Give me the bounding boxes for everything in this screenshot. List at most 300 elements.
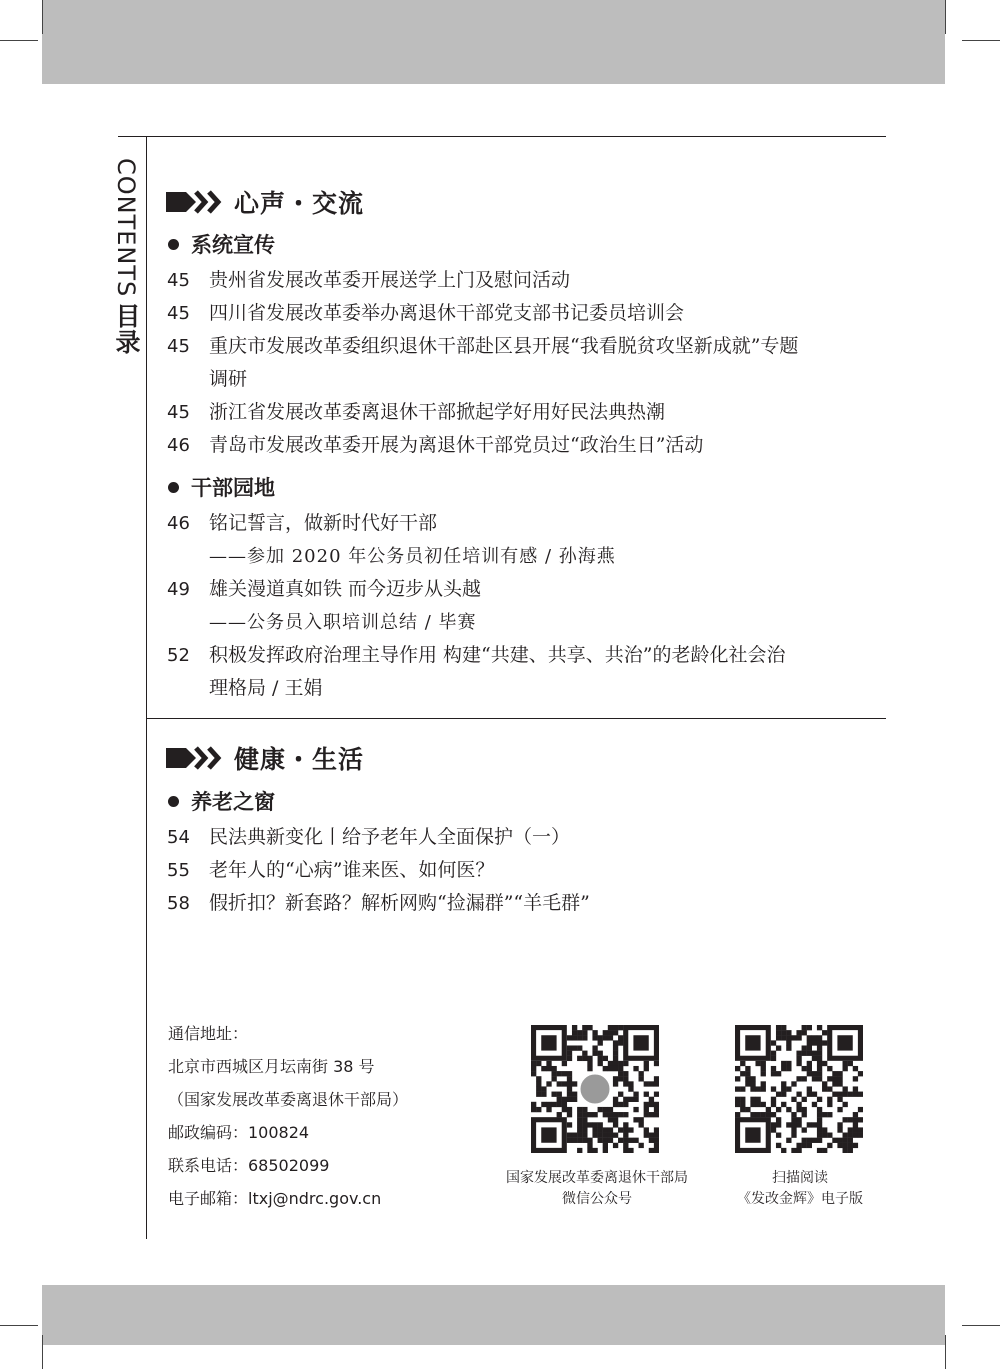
entry-title: 铭记誓言，做新时代好干部 [209,512,438,534]
qr-module [843,1102,848,1107]
page-number: 46 [167,435,190,456]
qr-module [603,1030,608,1035]
qr-module [531,1107,536,1112]
qr-module [781,1061,786,1066]
qr-module [822,1148,827,1153]
toc-entry[interactable] [167,573,481,606]
qr-module [776,1117,781,1122]
qr-module [582,1107,587,1112]
qr-module [837,1127,842,1132]
qr-module [582,1112,587,1117]
qr-module [531,1066,536,1071]
qr-module [761,1086,766,1091]
qr-module [791,1122,796,1127]
qr-module [649,1081,654,1086]
qr-module [796,1102,801,1107]
qr-module [827,1066,832,1071]
qr-module [551,1066,556,1071]
qr-module [633,1138,638,1143]
qr-module [603,1148,608,1153]
qr-module [603,1056,608,1061]
qr-module [827,1076,832,1081]
qr-module [740,1097,745,1102]
qr-module [812,1051,817,1056]
qr-module [598,1061,603,1066]
toc-entry[interactable] [167,854,494,887]
qr-module [633,1097,638,1102]
wechat-qr-code[interactable] [531,1025,659,1153]
qr-module [776,1071,781,1076]
qr-module [557,1071,562,1076]
qr-module [546,1061,551,1066]
qr-module [802,1045,807,1050]
qr-module [582,1127,587,1132]
qr-module [786,1066,791,1071]
qr-module [750,1102,755,1107]
qr-module [771,1112,776,1117]
qr-module [623,1076,628,1081]
qr-module [557,1092,562,1097]
qr-module [817,1040,822,1045]
qr-module [557,1097,562,1102]
bottom-gray-band [42,1285,945,1345]
qr-module [628,1138,633,1143]
qr-module [817,1035,822,1040]
qr-logo [579,1073,611,1105]
subsection-heading [168,229,275,259]
qr-module [618,1040,623,1045]
qr-module [613,1061,618,1066]
qr-module [618,1061,623,1066]
qr-module [817,1138,822,1143]
subsection-title: 系统宣传 [191,232,275,257]
qr-module [740,1071,745,1076]
qr-module [796,1051,801,1056]
qr-module [822,1061,827,1066]
qr-module [654,1107,659,1112]
qr-module [771,1122,776,1127]
qr-module [582,1117,587,1122]
ebook-qr-code[interactable] [735,1025,863,1153]
qr-module [843,1143,848,1148]
qr-module [740,1086,745,1091]
qr-module [623,1133,628,1138]
qr-module [613,1112,618,1117]
toc-entry[interactable] [167,887,590,920]
qr-module [613,1040,618,1045]
qr-module [603,1127,608,1132]
qr-module [608,1117,613,1122]
page-number: 45 [167,303,190,324]
page-number: 45 [167,336,190,357]
qr-module [858,1092,863,1097]
qr-module [802,1127,807,1132]
qr-module [761,1071,766,1076]
qr-module [531,1102,536,1107]
qr-module [796,1148,801,1153]
subsection-title: 养老之窗 [191,789,275,814]
qr-module [654,1133,659,1138]
qr-module [618,1066,623,1071]
qr-module [577,1107,582,1112]
qr-module [822,1086,827,1091]
qr-module [786,1122,791,1127]
qr-module [843,1061,848,1066]
qr-module [572,1045,577,1050]
qr-module [541,1102,546,1107]
qr-module [786,1107,791,1112]
crop-mark [962,1325,1000,1326]
qr-module [791,1133,796,1138]
qr-module [587,1056,592,1061]
qr-module [796,1030,801,1035]
qr-module [654,1102,659,1107]
qr-module [613,1066,618,1071]
qr-module [541,1092,546,1097]
qr-module [745,1076,750,1081]
qr-module [817,1066,822,1071]
entry-title: 青岛市发展改革委开展为离退休干部党员过“政治生日”活动 [209,434,704,456]
qr-module [807,1071,812,1076]
page-number: 54 [167,827,190,848]
qr-module [531,1061,536,1066]
qr-module [562,1102,567,1107]
qr-module [582,1035,587,1040]
qr-module [791,1117,796,1122]
qr-module [807,1066,812,1071]
qr-module [843,1133,848,1138]
qr-module [598,1056,603,1061]
qr-module [623,1143,628,1148]
qr-module [786,1061,791,1066]
qr-module [812,1071,817,1076]
qr-module [735,1112,740,1117]
crop-mark [0,1325,38,1326]
qr-module [740,1107,745,1112]
qr-module [582,1051,587,1056]
qr-module [592,1122,597,1127]
crop-mark [42,0,43,34]
qr-module [613,1102,618,1107]
entry-title: 积极发挥政府治理主导作用 构建“共建、共享、共治”的老龄化社会治 [209,644,786,666]
qr-module [536,1086,541,1091]
qr-module [755,1061,760,1066]
qr-module [812,1138,817,1143]
toc-entry[interactable] [167,821,570,854]
qr-module [623,1148,628,1153]
section-heading [166,184,364,220]
toc-entry[interactable] [167,507,437,540]
qr-module [598,1040,603,1045]
qr-module [613,1143,618,1148]
qr-module [817,1112,822,1117]
qr-module [771,1051,776,1056]
qr-module [853,1112,858,1117]
qr-module [557,1102,562,1107]
qr-module [587,1122,592,1127]
qr-module [557,1081,562,1086]
qr-module [608,1133,613,1138]
qr-module [781,1086,786,1091]
crop-mark [42,1335,43,1369]
qr-module [613,1045,618,1050]
qr-module [848,1133,853,1138]
qr-module [822,1133,827,1138]
qr-module [812,1102,817,1107]
qr-module [832,1081,837,1086]
qr-module [735,1097,740,1102]
qr-module [613,1051,618,1056]
qr-module [572,1025,577,1030]
qr-module [858,1071,863,1076]
qr-module [577,1035,582,1040]
qr-module [776,1035,781,1040]
qr-module [807,1035,812,1040]
toc-entry[interactable] [167,429,703,462]
qr-module [853,1076,858,1081]
qr-module [745,1081,750,1086]
qr-module [802,1107,807,1112]
qr-module [613,1122,618,1127]
qr-module [817,1133,822,1138]
subsection-heading [168,786,275,816]
qr-module [592,1045,597,1050]
qr-module [802,1138,807,1143]
qr-module [843,1138,848,1143]
qr-module [817,1056,822,1061]
qr-module [654,1076,659,1081]
qr-module [551,1092,556,1097]
qr-module [577,1127,582,1132]
qr-module [598,1138,603,1143]
qr-module [848,1061,853,1066]
qr-module [832,1071,837,1076]
toc-entry[interactable] [167,330,798,363]
qr-module [562,1081,567,1086]
qr-module [786,1086,791,1091]
qr-module [608,1025,613,1030]
qr-module [628,1148,633,1153]
qr-module [598,1107,603,1112]
qr-module [771,1071,776,1076]
qr-module [598,1133,603,1138]
qr-caption-line: 扫描阅读 [772,1170,828,1186]
qr-module [587,1148,592,1153]
qr-module [853,1122,858,1127]
qr-module [771,1040,776,1045]
qr-module [567,1122,572,1127]
qr-module [827,1102,832,1107]
qr-module [618,1076,623,1081]
qr-module [567,1112,572,1117]
qr-module [572,1138,577,1143]
qr-module [776,1107,781,1112]
qr-module [817,1025,822,1030]
page-number: 49 [167,579,190,600]
qr-module [608,1127,613,1132]
qr-module [582,1138,587,1143]
qr-module [623,1122,628,1127]
qr-module [766,1107,771,1112]
qr-module [577,1138,582,1143]
qr-module [654,1092,659,1097]
qr-module [796,1117,801,1122]
qr-module [603,1066,608,1071]
qr-module [582,1133,587,1138]
qr-module [848,1138,853,1143]
qr-module [781,1066,786,1071]
qr-module [848,1092,853,1097]
qr-module [577,1133,582,1138]
toc-entry[interactable] [167,396,665,429]
qr-module [791,1148,796,1153]
qr-module [577,1030,582,1035]
qr-module [633,1092,638,1097]
qr-module [848,1148,853,1153]
qr-module [582,1056,587,1061]
qr-module [577,1117,582,1122]
qr-module [791,1081,796,1086]
qr-module [623,1061,628,1066]
qr-module [837,1071,842,1076]
qr-module [776,1133,781,1138]
qr-module [837,1092,842,1097]
qr-module [639,1117,644,1122]
contents-label-en: CONTENTS [112,158,140,298]
qr-module [557,1112,562,1117]
qr-module [761,1112,766,1117]
qr-module [776,1143,781,1148]
qr-module [567,1071,572,1076]
qr-module [608,1030,613,1035]
qr-module [853,1066,858,1071]
qr-module [644,1081,649,1086]
qr-caption [690,1168,910,1210]
qr-module [843,1117,848,1122]
qr-module [613,1076,618,1081]
qr-module [817,1061,822,1066]
qr-module [633,1066,638,1071]
qr-module [807,1045,812,1050]
contents-label-cn: 目录 [112,303,141,356]
entry-title: 浙江省发展改革委离退休干部掀起学好用好民法典热潮 [209,401,666,423]
qr-module [536,1081,541,1086]
qr-module [776,1122,781,1127]
qr-module [827,1086,832,1091]
qr-module [796,1092,801,1097]
qr-module [567,1045,572,1050]
qr-module [817,1107,822,1112]
qr-module [644,1107,649,1112]
qr-module [541,1086,546,1091]
qr-module [796,1143,801,1148]
qr-module [587,1061,592,1066]
subsection-heading [168,472,275,502]
qr-module [837,1143,842,1148]
qr-module [853,1127,858,1132]
qr-module [761,1061,766,1066]
crop-mark [0,40,38,41]
qr-module [750,1086,755,1091]
contact-email[interactable]: 电子邮箱：ltxj@ndrc.gov.cn [168,1189,382,1208]
qr-module [837,1076,842,1081]
qr-module [843,1066,848,1071]
qr-module [598,1051,603,1056]
qr-module [608,1138,613,1143]
qr-module [853,1143,858,1148]
qr-module [567,1081,572,1086]
qr-module [572,1081,577,1086]
qr-module [603,1133,608,1138]
toc-entry[interactable] [167,639,785,672]
qr-module [618,1127,623,1132]
qr-module [812,1056,817,1061]
qr-module [592,1148,597,1153]
page-number: 45 [167,402,190,423]
qr-module [802,1051,807,1056]
entry-title: 四川省发展改革委举办离退休干部党支部书记委员培训会 [209,302,685,324]
top-rule [118,136,886,137]
qr-module [628,1081,633,1086]
qr-module [577,1148,582,1153]
qr-module [644,1127,649,1132]
qr-module [812,1122,817,1127]
qr-module [567,1138,572,1143]
qr-module [567,1035,572,1040]
qr-finder [541,1035,556,1050]
qr-module [853,1117,858,1122]
qr-module [858,1133,863,1138]
qr-module [572,1092,577,1097]
qr-module [827,1143,832,1148]
qr-module [608,1066,613,1071]
contents-side-label [108,158,144,355]
qr-module [618,1035,623,1040]
qr-module [812,1040,817,1045]
qr-module [786,1138,791,1143]
qr-module [592,1127,597,1132]
qr-module [613,1117,618,1122]
qr-caption-line: 《发改金辉》电子版 [737,1191,863,1207]
toc-entry[interactable] [167,264,570,297]
qr-module [587,1025,592,1030]
qr-module [776,1030,781,1035]
qr-module [649,1097,654,1102]
qr-module [817,1122,822,1127]
qr-module [567,1076,572,1081]
qr-module [791,1097,796,1102]
qr-module [761,1081,766,1086]
qr-module [755,1102,760,1107]
qr-module [781,1030,786,1035]
qr-module [781,1081,786,1086]
qr-module [603,1138,608,1143]
qr-module [802,1143,807,1148]
qr-module [750,1076,755,1081]
qr-module [822,1081,827,1086]
toc-entry[interactable] [167,297,684,330]
entry-title: 贵州省发展改革委开展送学上门及慰问活动 [209,269,571,291]
qr-module [837,1138,842,1143]
qr-module [848,1143,853,1148]
qr-caption-line: 微信公众号 [562,1191,632,1207]
qr-module [603,1107,608,1112]
qr-module [822,1040,827,1045]
qr-module [551,1076,556,1081]
qr-module [577,1122,582,1127]
qr-module [582,1025,587,1030]
qr-finder [745,1035,760,1050]
